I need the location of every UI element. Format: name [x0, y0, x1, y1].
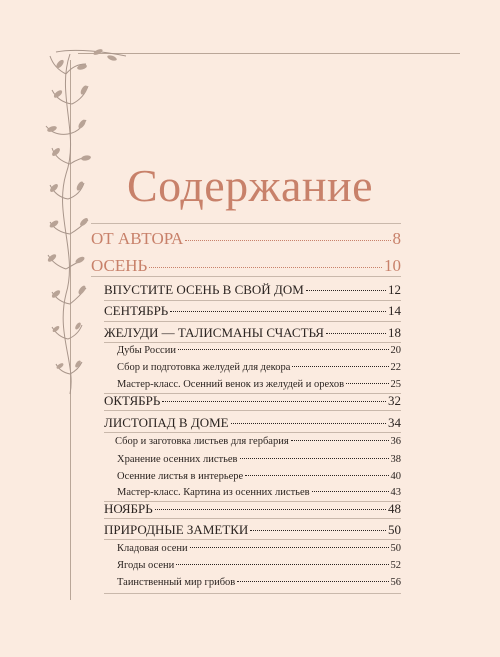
dot-leader: [162, 401, 386, 402]
entry-title: Ягоды осени: [117, 560, 175, 571]
entry-page: 34: [388, 415, 401, 430]
toc-entry[interactable]: [104, 282, 401, 298]
dot-leader: [245, 475, 388, 476]
entry-title: ЛИСТОПАД В ДОМЕ: [104, 415, 229, 430]
toc-entry[interactable]: [115, 436, 401, 447]
dot-leader: [240, 458, 389, 459]
entry-page: 48: [388, 501, 401, 516]
entry-title: Сбор и подготовка желудей для декора: [117, 362, 291, 373]
entry-title: Таинственный мир грибов: [117, 577, 236, 588]
divider: [104, 518, 401, 519]
entry-page: 12: [388, 282, 401, 297]
entry-title: ВПУСТИТЕ ОСЕНЬ В СВОЙ ДОМ: [104, 282, 304, 297]
entry-page: 8: [392, 229, 401, 248]
entry-title: Осенние листья в интерьере: [117, 471, 244, 482]
toc-entry[interactable]: [117, 471, 401, 482]
toc-entry[interactable]: [117, 362, 401, 373]
entry-page: 36: [390, 436, 401, 447]
entry-page: 14: [388, 303, 401, 318]
toc-entry[interactable]: [117, 345, 401, 356]
entry-page: 38: [390, 454, 401, 465]
entry-title: Мастер-класс. Осенний венок из желудей и орехов: [117, 379, 345, 390]
entry-title: СЕНТЯБРЬ: [104, 303, 169, 318]
toc-entry[interactable]: [104, 501, 401, 517]
dot-leader: [292, 366, 388, 367]
entry-title: ОТ АВТОРА: [91, 229, 184, 248]
page-title: Содержание: [126, 159, 374, 211]
dot-leader: [155, 509, 386, 510]
toc-entry[interactable]: [117, 487, 401, 498]
divider: [104, 342, 401, 343]
toc-entry[interactable]: [91, 229, 401, 249]
entry-page: 32: [388, 393, 401, 408]
divider: [91, 276, 401, 277]
entry-title: ЖЕЛУДИ — ТАЛИСМАНЫ СЧАСТЬЯ: [104, 325, 324, 340]
dot-leader: [190, 547, 389, 548]
dot-leader: [291, 440, 389, 441]
entry-page: 52: [390, 560, 401, 571]
entry-title: ПРИРОДНЫЕ ЗАМЕТКИ: [104, 522, 249, 537]
entry-page: 40: [390, 471, 401, 482]
dot-leader: [250, 530, 386, 531]
toc-entry[interactable]: [117, 543, 401, 554]
entry-page: 18: [388, 325, 401, 340]
entry-title: Хранение осенних листьев: [117, 454, 238, 465]
entry-page: 20: [390, 345, 401, 356]
entry-title: Дубы России: [117, 345, 176, 356]
entry-page: 50: [388, 522, 401, 537]
toc-entry[interactable]: [104, 303, 401, 319]
dot-leader: [185, 240, 390, 241]
entry-page: 56: [390, 577, 401, 588]
dot-leader: [149, 267, 382, 268]
entry-title: Мастер-класс. Картина из осенних листьев: [117, 487, 310, 498]
dot-leader: [312, 491, 389, 492]
toc-entry[interactable]: [104, 325, 401, 341]
toc-entry[interactable]: [91, 256, 401, 276]
toc-entry[interactable]: [117, 560, 401, 571]
entry-page: 25: [390, 379, 401, 390]
dot-leader: [326, 333, 386, 334]
entry-page: 50: [390, 543, 401, 554]
toc-entry[interactable]: [104, 393, 401, 409]
entry-title: ОКТЯБРЬ: [104, 393, 161, 408]
dot-leader: [237, 581, 388, 582]
divider: [104, 321, 401, 322]
toc-entry[interactable]: [104, 415, 401, 431]
dot-leader: [346, 383, 388, 384]
toc-entry[interactable]: [117, 454, 401, 465]
dot-leader: [178, 349, 389, 350]
dot-leader: [176, 564, 388, 565]
dot-leader: [231, 423, 386, 424]
entry-page: 22: [390, 362, 401, 373]
divider: [104, 410, 401, 411]
entry-title: Сбор и заготовка листьев для гербария: [115, 436, 289, 447]
toc-entry[interactable]: [117, 577, 401, 588]
entry-title: ОСЕНЬ: [91, 256, 148, 275]
entry-page: 10: [384, 256, 401, 275]
divider: [104, 300, 401, 301]
toc-entry[interactable]: [117, 379, 401, 390]
divider: [104, 593, 401, 594]
divider: [104, 539, 401, 540]
dot-leader: [306, 290, 386, 291]
entry-page: 43: [390, 487, 401, 498]
dot-leader: [170, 311, 386, 312]
entry-title: НОЯБРЬ: [104, 501, 153, 516]
divider: [104, 432, 401, 433]
entry-title: Кладовая осени: [117, 543, 188, 554]
toc-entry[interactable]: [104, 522, 401, 538]
